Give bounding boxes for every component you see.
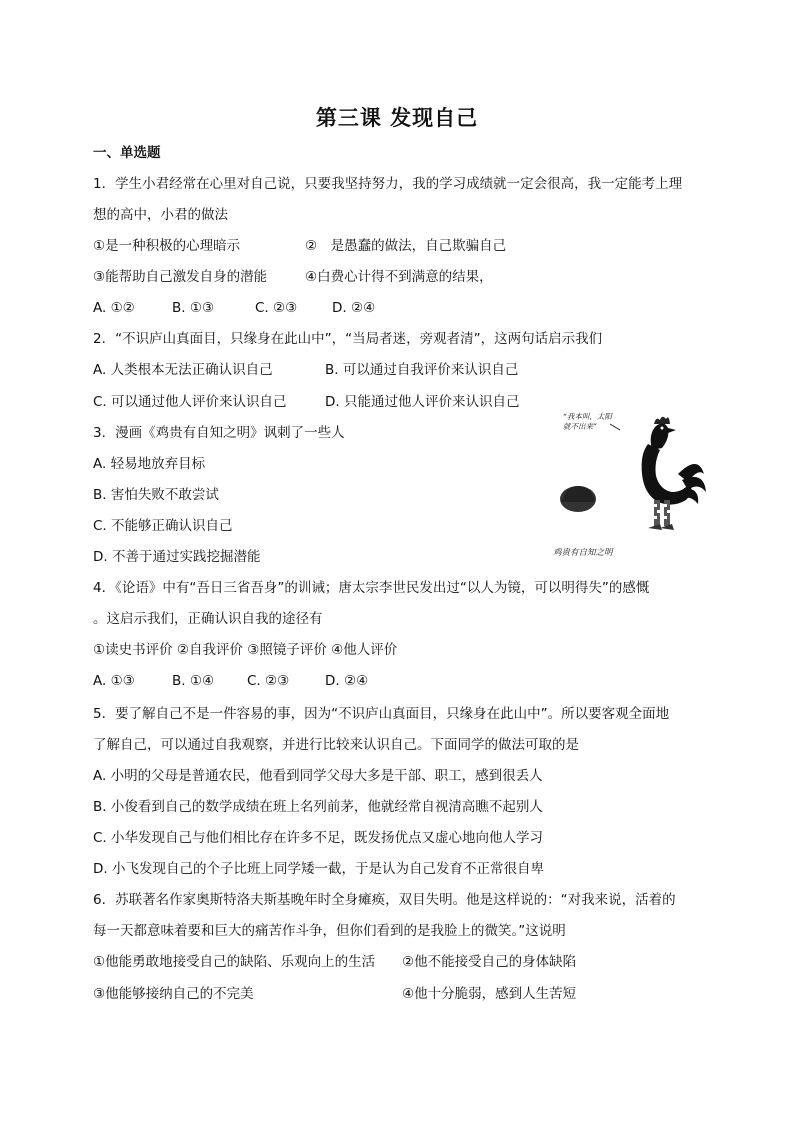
q2-option-a: A. 人类根本无法正确认识自己 <box>93 362 273 378</box>
q5-option-b: B. 小俊看到自己的数学成绩在班上名列前茅，他就经常自视清高瞧不起别人 <box>93 799 543 815</box>
q3-option-c: C. 不能够正确认识自己 <box>93 518 233 534</box>
q1-item-1: ①是一种积极的心理暗示 <box>93 238 241 254</box>
q3-option-b: B. 害怕失败不敢尝试 <box>93 487 219 503</box>
q4-stem-line-1: 4．《论语》中有“吾日三省吾身”的训诫；唐太宗李世民发出过“以人为镜，可以明得失”的感慨 <box>93 580 650 596</box>
q6-item-1: ①他能勇敢地接受自己的缺陷、乐观向上的生活 <box>93 954 376 970</box>
q4-stem-line-2: 。这启示我们，正确认识自我的途径有 <box>93 611 323 627</box>
page-title: 第三课 发现自己 <box>315 106 479 130</box>
q1-item-4: ④白费心计得不到满意的结果， <box>305 269 493 285</box>
q4-option-a: A. ①③ <box>93 673 135 689</box>
q1-item-2: ② 是愚蠢的做法，自己欺骗自己 <box>305 238 507 254</box>
q6-stem-line-1: 6．苏联著名作家奥斯特洛夫斯基晚年时全身瘫痪，双目失明。他是这样说的：“对我来说，活着的 <box>93 892 676 908</box>
cartoon-caption: 鸡贵有自知之明 <box>553 548 613 558</box>
q1-stem-line-2: 想的高中，小君的做法 <box>93 207 228 223</box>
section-heading: 一、单选题 <box>93 145 161 161</box>
q2-stem: 2．“不识庐山真面目，只缘身在此山中”，“当局者迷，旁观者清”，这两句话启示我们 <box>93 331 603 347</box>
q4-items: ①读史书评价 ②自我评价 ③照镜子评价 ④他人评价 <box>93 642 398 658</box>
q6-item-4: ④他十分脆弱，感到人生苦短 <box>402 986 577 1002</box>
q5-option-a: A. 小明的父母是普通农民，他看到同学父母大多是干部、职工，感到很丢人 <box>93 768 543 784</box>
q5-option-c: C. 小华发现自己与他们相比存在许多不足，既发扬优点又虚心地向他人学习 <box>93 830 544 846</box>
q1-option-a: A. ①② <box>93 300 135 316</box>
q5-option-d: D. 小飞发现自己的个子比班上同学矮一截，于是认为自己发育不正常很自卑 <box>93 861 544 877</box>
q6-item-2: ②他不能接受自己的身体缺陷 <box>402 954 577 970</box>
q6-item-3: ③他能够接纳自己的不完美 <box>93 986 254 1002</box>
q3-option-d: D. 不善于通过实践挖掘潜能 <box>93 549 261 565</box>
q3-option-a: A. 轻易地放弃目标 <box>93 456 206 472</box>
q1-option-b: B. ①③ <box>172 300 215 316</box>
q1-item-3: ③能帮助自己激发自身的潜能 <box>93 269 268 285</box>
q4-option-d: D. ②④ <box>325 673 369 689</box>
q1-option-c: C. ②③ <box>255 300 298 316</box>
q3-stem: 3．漫画《鸡贵有自知之明》讽刺了一些人 <box>93 425 345 441</box>
q1-stem-line-1: 1．学生小君经常在心里对自己说，只要我坚持努力，我的学习成绩就一定会很高，我一定能考上理 <box>93 176 683 192</box>
q2-option-c: C. 可以通过他人评价来认识自己 <box>93 394 287 410</box>
q5-stem-line-1: 5．要了解自己不是一件容易的事，因为“不识庐山真面目，只缘身在此山中”。所以要客观全面地 <box>93 706 670 722</box>
q5-stem-line-2: 了解自己，可以通过自我观察，并进行比较来认识自己。下面同学的做法可取的是 <box>93 737 579 753</box>
q4-option-b: B. ①④ <box>172 673 215 689</box>
q1-option-d: D. ②④ <box>332 300 376 316</box>
cartoon-speech-text: “我本叫，太阳就不出来” <box>563 412 612 431</box>
q2-option-b: B. 可以通过自我评价来认识自己 <box>325 362 519 378</box>
q2-option-d: D. 只能通过他人评价来认识自己 <box>325 394 520 410</box>
q6-stem-line-2: 每一天都意味着要和巨大的痛苦作斗争，但你们看到的是我脸上的微笑。”这说明 <box>93 923 566 939</box>
q4-option-c: C. ②③ <box>247 673 290 689</box>
